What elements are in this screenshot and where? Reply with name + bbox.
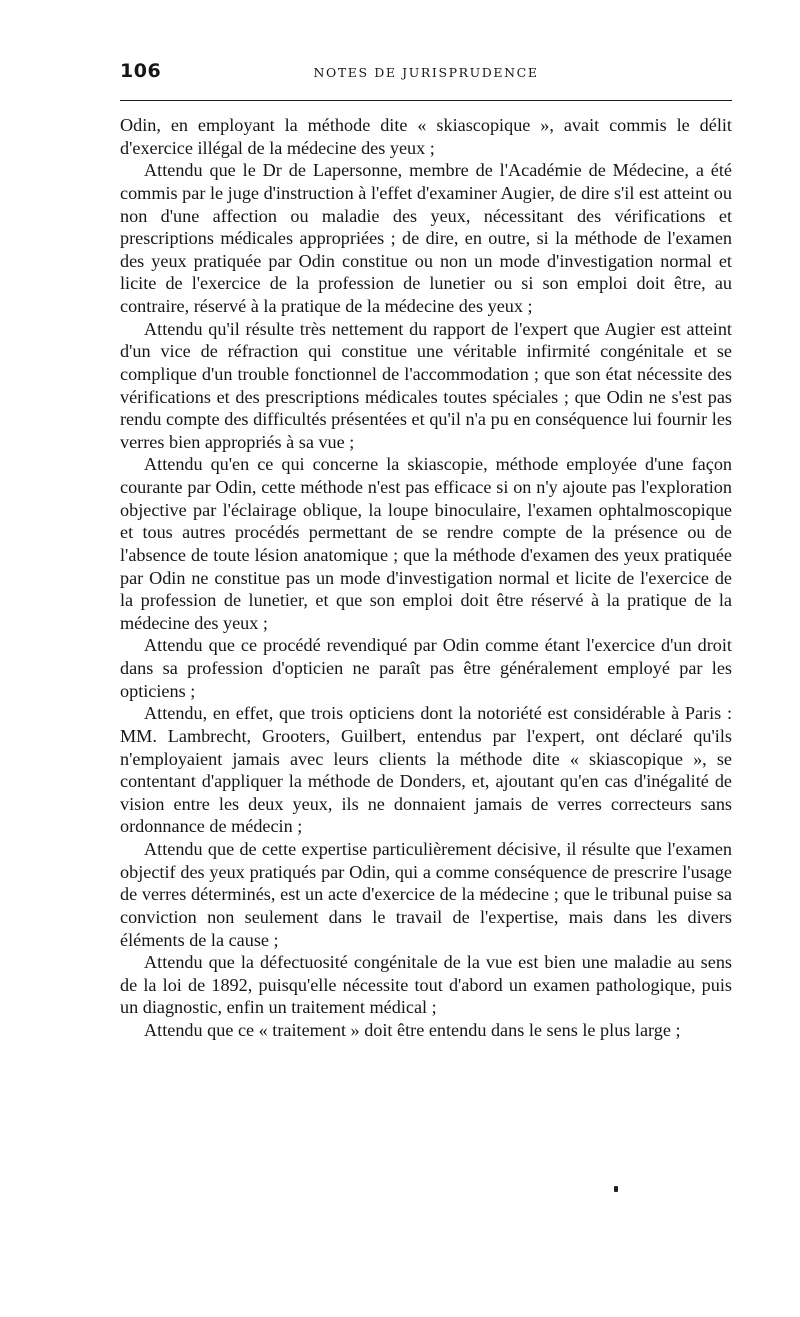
- body-text: [120, 114, 732, 1042]
- paragraph-8: Attendu que la défectuosité congénitale de la vue est bien une maladie au sens de la loi de 1892, puisqu'elle nécessite tout d'abord un examen pathologique, puis un diagnostic, enfin un traitement médical ;: [120, 952, 732, 1018]
- paragraph-1: Odin, en employant la méthode dite « skiascopique », avait commis le délit d'exercice illégal de la médecine des yeux ;: [120, 115, 732, 158]
- running-head: NOTES DE JURISPRUDENCE: [313, 65, 539, 80]
- ink-speck: [614, 1186, 618, 1192]
- paragraph-9: Attendu que ce « traitement » doit être entendu dans le sens le plus large ;: [144, 1020, 681, 1040]
- page-number: 106: [120, 60, 162, 82]
- paragraph-6: Attendu, en effet, que trois opticiens dont la notoriété est considérable à Paris : MM. Lambrecht, Grooters, Guilbert, entendus par l'expert, ont déclaré qu'ils n'employaient jamais avec leurs clients la méthode dite « skiascopique », se contentant d'appliquer la méthode de Donders, et, ajoutant qu'en cas d'inégalité de vision entre les deux yeux, ils ne donnaient jamais de verres correcteurs sans ordonnance de médecin ;: [120, 703, 732, 837]
- paragraph-2: Attendu que le Dr de Lapersonne, membre de l'Académie de Médecine, a été commis par le juge d'instruction à l'effet d'examiner Augier, de dire s'il est atteint ou non d'une affection ou maladie des yeux, nécessitant des vérifications et prescriptions médicales appropriées ; de dire, en outre, si la méthode de l'examen des yeux pratiquée par Odin constitue ou non un mode d'investigation normal et licite de l'exercice de la profession de lunetier ou si son emploi doit être, au contraire, réservé à la pratique de la médecine des yeux ;: [120, 160, 732, 316]
- paragraph-3: Attendu qu'il résulte très nettement du rapport de l'expert que Augier est atteint d'un vice de réfraction qui constitue une véritable infirmité congénitale et se complique d'un trouble fonctionnel de l'accommodation ; que son état nécessite des vérifications et des prescriptions médicales toutes spéciales ; que Odin ne s'est pas rendu compte des difficultés présentées et qu'il n'a pu en conséquence lui fournir les verres bien appropriés à sa vue ;: [120, 318, 732, 452]
- header-rule: [120, 100, 732, 101]
- page-header: [120, 60, 732, 88]
- paragraph-4: Attendu qu'en ce qui concerne la skiascopie, méthode employée d'une façon courante par Odin, cette méthode n'est pas efficace si on n'y ajoute pas l'exploration objective par l'éclairage oblique, la loupe binoculaire, l'examen ophtalmoscopique et tous autres procédés permettant de se rendre compte de la présence ou de l'absence de toute lésion anatomique ; que la méthode d'examen des yeux pratiquée par Odin ne constitue pas un mode d'investigation normal et licite de l'exercice de la profession de lunetier, et que son emploi doit être réservé à la pratique de la médecine des yeux ;: [120, 454, 732, 633]
- paragraph-7: Attendu que de cette expertise particulièrement décisive, il résulte que l'examen objectif des yeux pratiqués par Odin, qui a comme conséquence de prescrire l'usage de verres déterminés, est un acte d'exercice de la médecine ; que le tribunal puise sa conviction non seulement dans le travail de l'expertise, mais dans les divers éléments de la cause ;: [120, 839, 732, 950]
- paragraph-5: Attendu que ce procédé revendiqué par Odin comme étant l'exercice d'un droit dans sa profession d'opticien ne paraît pas être généralement employé par les opticiens ;: [120, 635, 732, 701]
